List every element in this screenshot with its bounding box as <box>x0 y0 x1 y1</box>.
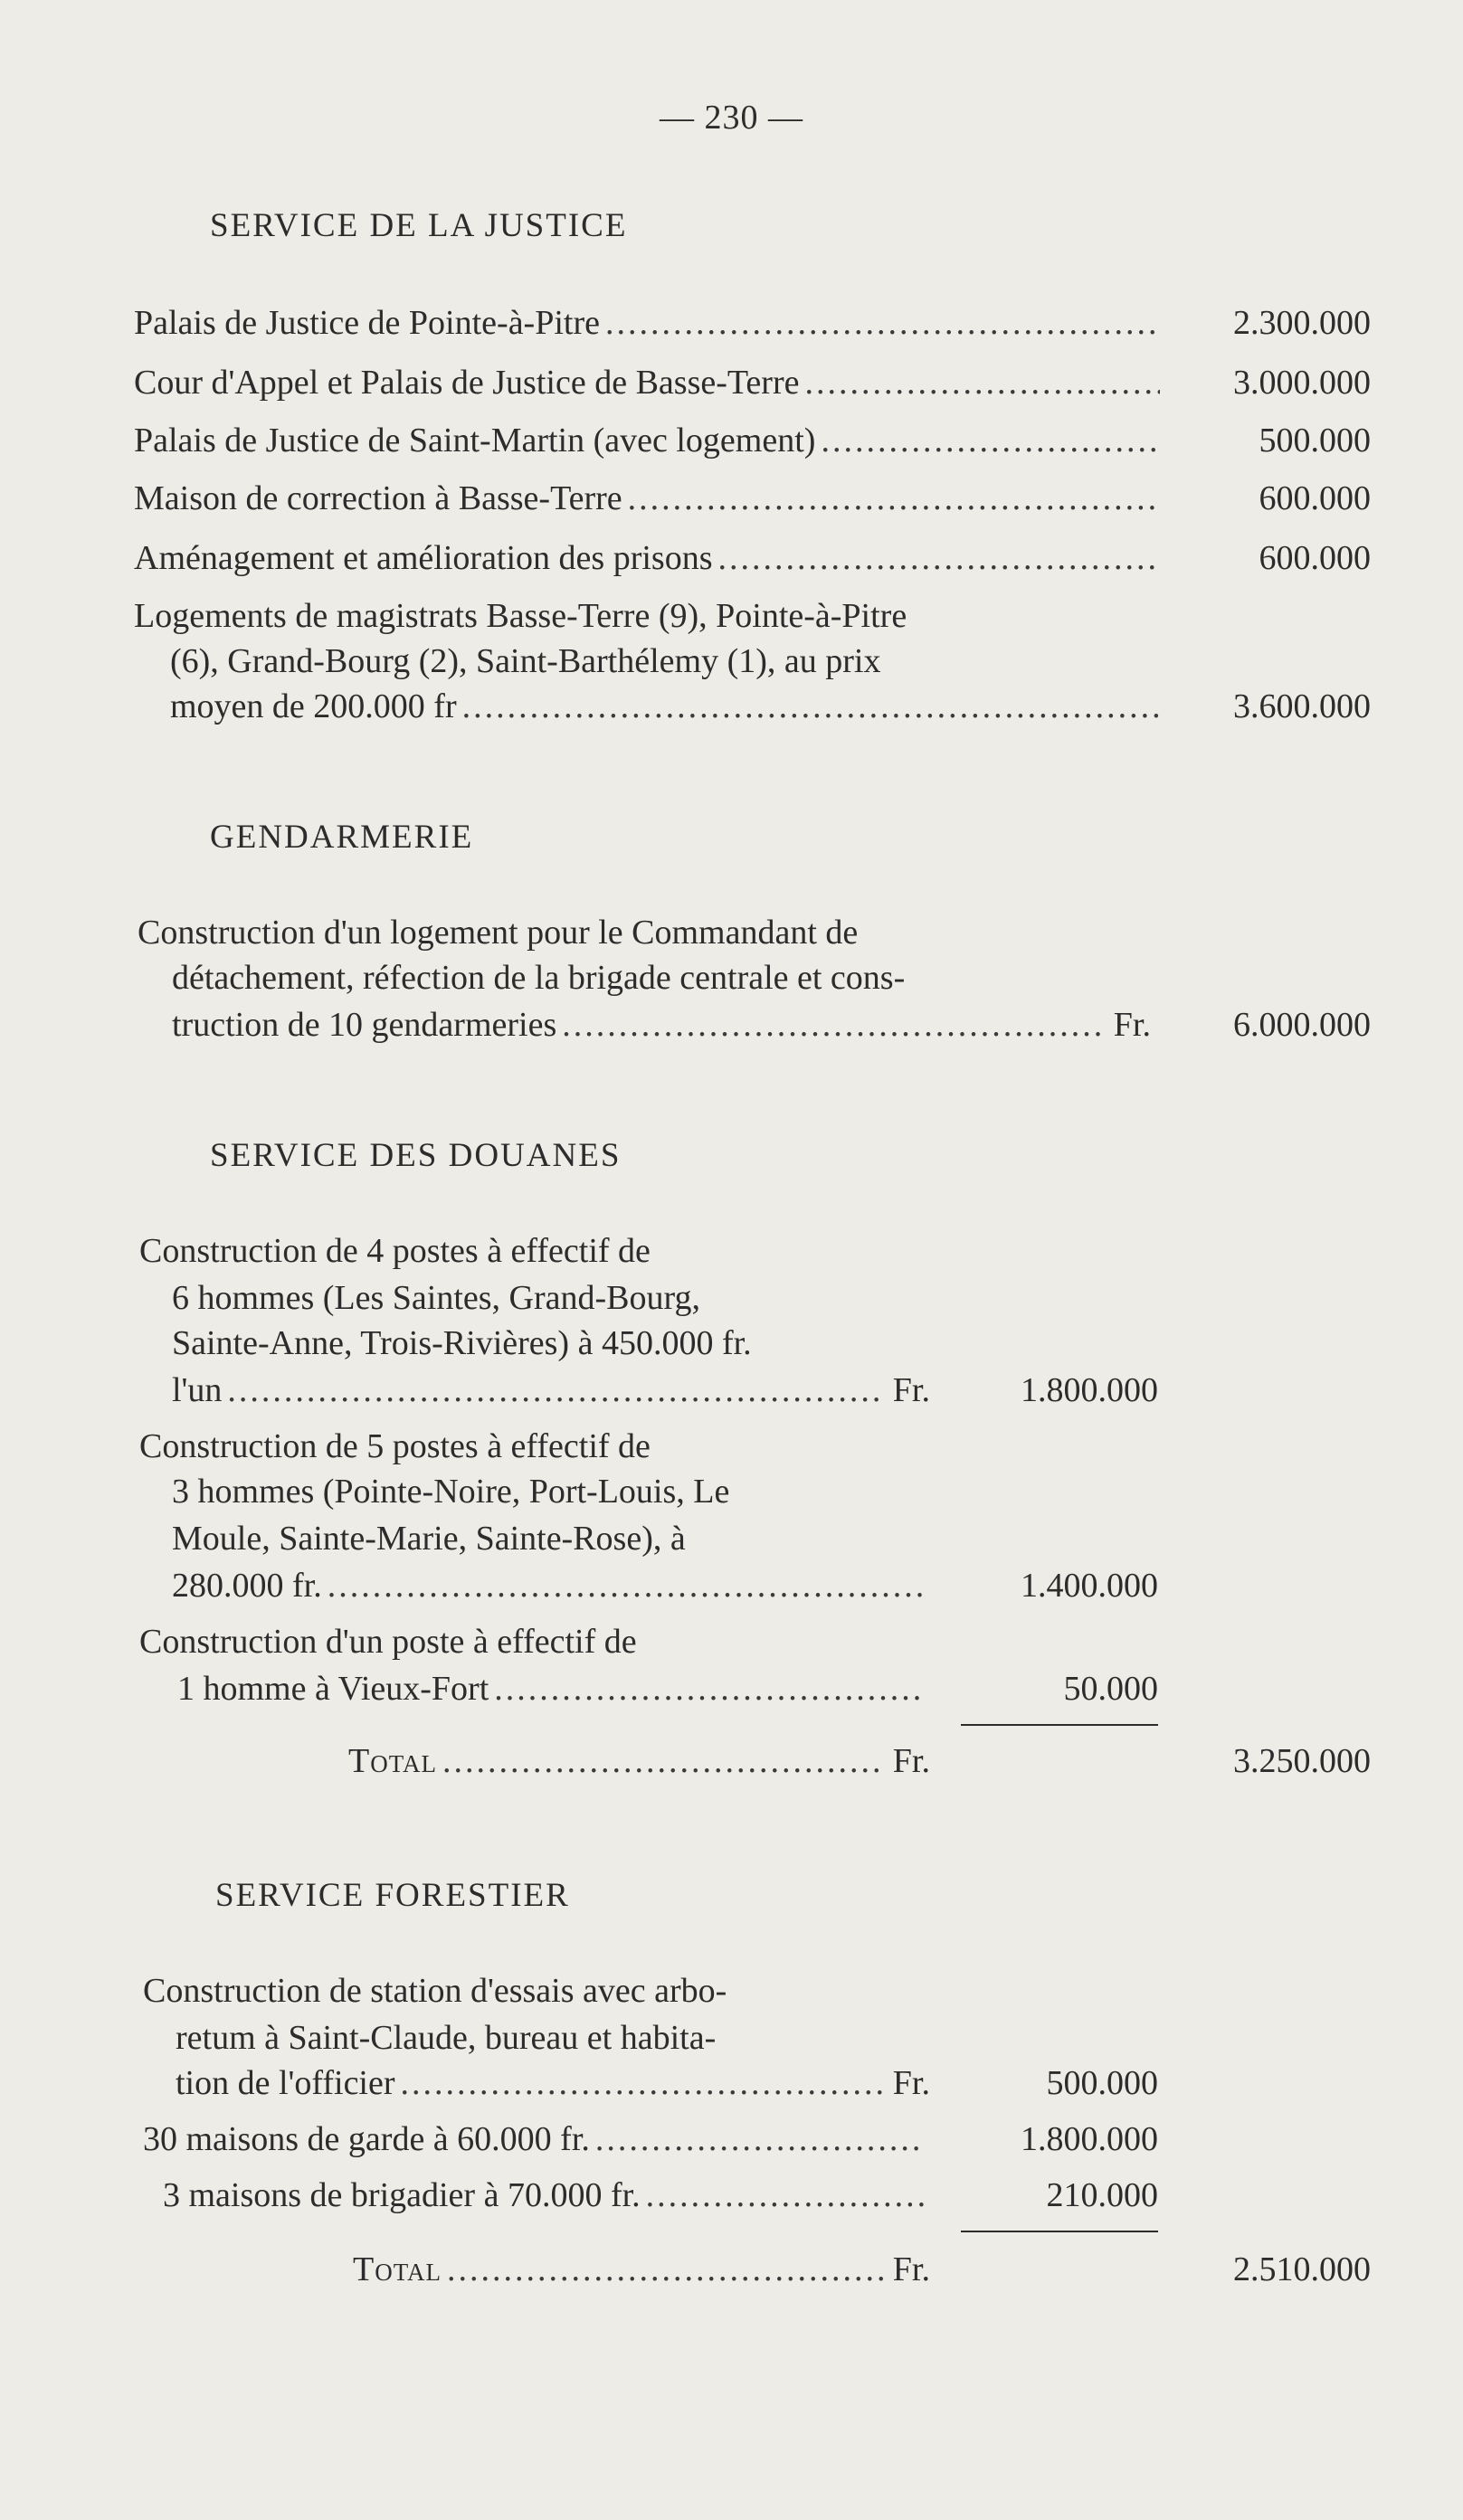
item-label: Cour d'Appel et Palais de Justice de Basse-Terre <box>134 364 800 402</box>
leader-dots <box>821 418 1160 463</box>
leader-dots <box>804 360 1160 405</box>
douanes-heading: SERVICE DES DOUANES <box>210 1137 622 1174</box>
currency-label: Fr. <box>892 1742 930 1780</box>
gendarmerie-line-3 <box>172 1002 1151 1047</box>
item-label: Palais de Justice de Saint-Martin (avec logement) <box>134 422 816 459</box>
gendarmerie-amount: 6.000.000 <box>1233 1006 1371 1044</box>
item-label: Aménagement et amélioration des prisons <box>134 539 713 577</box>
leader-dots <box>462 684 1160 729</box>
item-label: Maison de correction à Basse-Terre <box>134 479 622 517</box>
douanes-item1-line-2 <box>172 1275 926 1321</box>
douanes-item3-line-2 <box>177 1666 930 1711</box>
logements-line-3 <box>170 684 1165 729</box>
forestier-text: retum à Saint-Claude, bureau et habita- <box>176 2019 717 2057</box>
item-label: 1 homme à Vieux-Fort <box>177 1670 489 1708</box>
forestier-total-amount: 2.510.000 <box>1233 2250 1371 2288</box>
douanes-item3-line-1 <box>139 1619 926 1664</box>
douanes-total-amount: 3.250.000 <box>1233 1742 1371 1780</box>
leader-dots <box>562 1002 1105 1047</box>
forestier-item2-row <box>143 2117 930 2162</box>
leader-dots <box>442 1738 884 1784</box>
leader-dots <box>401 2061 884 2106</box>
justice-amount-2: 500.000 <box>1259 422 1371 459</box>
douanes-item2-line-2 <box>172 1469 926 1514</box>
logements-line-2 <box>170 639 1143 684</box>
logements-line-1 <box>134 593 1143 639</box>
item-label: moyen de 200.000 fr <box>170 687 457 725</box>
logements-amount: 3.600.000 <box>1233 687 1371 725</box>
justice-amount-0: 2.300.000 <box>1233 304 1371 342</box>
forestier-item1-line-2 <box>176 2015 926 2061</box>
douanes-item2-line-3 <box>172 1516 926 1561</box>
forestier-text: Construction de station d'essais avec arbo- <box>143 1972 727 2010</box>
douanes-item1-line-3 <box>172 1321 926 1366</box>
forestier-total-row <box>353 2247 930 2292</box>
item-label: Palais de Justice de Pointe-à-Pitre <box>134 304 600 342</box>
item-label: 3 maisons de brigadier à 70.000 fr. <box>163 2176 641 2214</box>
douanes-text: Construction de 5 postes à effectif de <box>139 1427 651 1465</box>
douanes-text: Construction de 4 postes à effectif de <box>139 1232 651 1270</box>
forestier-item1-line-1 <box>143 1968 926 2013</box>
gendarmerie-text-1: Construction d'un logement pour le Commandant de <box>138 914 859 952</box>
forestier-item1-amount: 500.000 <box>1046 2064 1158 2102</box>
forestier-heading: SERVICE FORESTIER <box>215 1877 570 1914</box>
item-label: truction de 10 gendarmeries <box>172 1006 557 1044</box>
justice-item-maison-correction <box>134 476 1165 521</box>
justice-item-cour-appel <box>134 360 1165 405</box>
total-label: Total <box>353 2250 442 2288</box>
leader-dots <box>646 2173 925 2218</box>
currency-label: Fr. <box>892 2064 930 2102</box>
leader-dots <box>447 2247 884 2292</box>
logements-text-1: Logements de magistrats Basse-Terre (9), Pointe-à-Pitre <box>134 597 907 635</box>
leader-dots <box>595 2117 925 2162</box>
douanes-text: Moule, Sainte-Marie, Sainte-Rose), à <box>172 1520 686 1558</box>
gendarmerie-line-1 <box>138 910 1146 955</box>
leader-dots <box>605 300 1160 346</box>
douanes-item2-line-1 <box>139 1424 926 1469</box>
douanes-text: Construction d'un poste à effectif de <box>139 1623 637 1661</box>
douanes-item1-line-4 <box>172 1368 930 1413</box>
douanes-text: Sainte-Anne, Trois-Rivières) à 450.000 fr. <box>172 1324 752 1362</box>
justice-item-saint-martin <box>134 418 1165 463</box>
item-label: tion de l'officier <box>176 2064 395 2102</box>
forestier-item1-line-3 <box>176 2061 930 2106</box>
douanes-item3-amount: 50.000 <box>1063 1670 1158 1708</box>
douanes-item2-amount: 1.400.000 <box>1021 1567 1158 1605</box>
forestier-subtotal-rule <box>961 2231 1158 2232</box>
douanes-item1-amount: 1.800.000 <box>1021 1371 1158 1409</box>
page-number: — 230 — <box>660 99 803 137</box>
total-label: Total <box>348 1742 438 1780</box>
logements-text-2: (6), Grand-Bourg (2), Saint-Barthélemy (1), au prix <box>170 642 881 680</box>
leader-dots <box>718 535 1161 581</box>
currency-label: Fr. <box>892 2250 930 2288</box>
gendarmerie-line-2 <box>172 955 1146 1000</box>
justice-amount-1: 3.000.000 <box>1233 364 1371 402</box>
item-label: 30 maisons de garde à 60.000 fr. <box>143 2120 590 2158</box>
currency-label: Fr. <box>892 1371 930 1409</box>
douanes-text: 3 hommes (Pointe-Noire, Port-Louis, Le <box>172 1473 730 1511</box>
leader-dots <box>227 1368 883 1413</box>
douanes-subtotal-rule <box>961 1724 1158 1726</box>
douanes-item2-line-4 <box>172 1563 930 1608</box>
forestier-item3-amount: 210.000 <box>1046 2176 1158 2214</box>
item-label: 280.000 fr. <box>172 1567 322 1605</box>
forestier-item2-amount: 1.800.000 <box>1021 2120 1158 2158</box>
gendarmerie-text-2: détachement, réfection de la brigade centrale et cons- <box>172 959 906 997</box>
justice-amount-4: 600.000 <box>1259 539 1371 577</box>
forestier-item3-row <box>163 2173 930 2218</box>
douanes-text: 6 hommes (Les Saintes, Grand-Bourg, <box>172 1279 700 1317</box>
justice-item-prisons <box>134 535 1165 581</box>
justice-amount-3: 600.000 <box>1259 479 1371 517</box>
currency-label: Fr. <box>1113 1006 1151 1044</box>
douanes-item1-line-1 <box>139 1228 926 1274</box>
leader-dots <box>328 1563 925 1608</box>
item-label: l'un <box>172 1371 223 1409</box>
douanes-total-row <box>348 1738 930 1784</box>
justice-heading: SERVICE DE LA JUSTICE <box>210 207 628 244</box>
leader-dots <box>628 476 1160 521</box>
leader-dots <box>494 1666 925 1711</box>
gendarmerie-heading: GENDARMERIE <box>210 819 474 856</box>
justice-item-palais-pointe-a-pitre <box>134 300 1165 346</box>
